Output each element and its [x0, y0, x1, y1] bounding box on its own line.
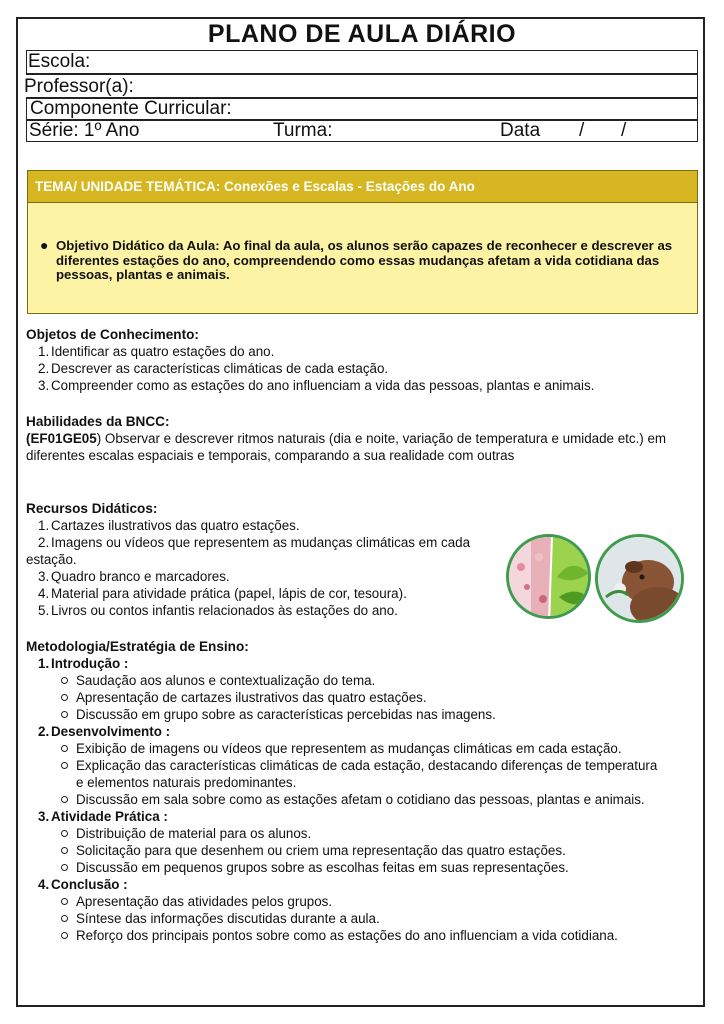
tema-banner: TEMA/ UNIDADE TEMÁTICA: Conexões e Escalas - Estações do Ano	[27, 170, 698, 203]
escola-label: Escola:	[28, 51, 91, 72]
seasons-collage-image	[506, 534, 591, 619]
list-item: 2. Descrever as características climáticas de cada estação.	[38, 361, 389, 376]
metodologia-steps	[26, 655, 686, 944]
list-item: Apresentação das atividades pelos grupos.	[26, 893, 656, 910]
introducao-list	[26, 672, 686, 723]
objetivo-box	[27, 203, 698, 314]
list-item: 3. Compreender como as estações do ano influenciam a vida das pessoas, plantas e animais.	[38, 378, 595, 393]
list-item: Reforço dos principais pontos sobre como as estações do ano influenciam a vida cotidiana.	[26, 927, 656, 944]
objetivo-text: Objetivo Didático da Aula: Ao final da aula, os alunos serão capazes de reconhecer e descrever as diferentes estações do ano, compreendendo como essas mudanças afetam a vida cotidiana das pessoas, plantas e animais.	[56, 238, 673, 282]
dog-with-flower-image	[595, 534, 684, 623]
bncc-description: ) Observar e descrever ritmos naturais (dia e noite, variação de temperatura e umidade etc.) em diferentes escalas espaciais e temporais, comparando a sua realidade com outras	[26, 431, 667, 463]
bullet-dot: ●	[40, 237, 49, 253]
objetos-heading: Objetos de Conhecimento:	[26, 327, 199, 342]
objetos-list	[26, 343, 686, 394]
conclusao-list	[26, 893, 656, 944]
list-item: 1. Cartazes ilustrativos das quatro estações.	[38, 518, 300, 533]
componente-label: Componente Curricular:	[30, 98, 232, 119]
professor-label: Professor(a):	[24, 76, 134, 97]
list-item: Saudação aos alunos e contextualização do tema.	[26, 672, 686, 689]
list-item: Apresentação de cartazes ilustrativos das quatro estações.	[26, 689, 686, 706]
bncc-code: (EF01GE05	[26, 431, 97, 446]
habilidades-section	[26, 413, 686, 464]
list-item: 2. Imagens ou vídeos que representem as mudanças climáticas em cada estação.	[26, 535, 471, 567]
date-slash-2: /	[621, 120, 627, 141]
data-label: Data	[500, 120, 541, 141]
list-item: Exibição de imagens ou vídeos que representem as mudanças climáticas em cada estação.	[26, 740, 666, 757]
step-atividade-pratica: 3. Atividade Prática :	[38, 809, 168, 824]
step-conclusao: 4. Conclusão :	[38, 877, 128, 892]
metodologia-section	[26, 638, 686, 944]
componente-row	[26, 98, 698, 120]
escola-row	[26, 50, 698, 74]
date-slash-1: /	[579, 120, 585, 141]
list-item: Explicação das características climáticas de cada estação, destacando diferenças de temperatura e elementos naturais predominantes.	[26, 757, 666, 791]
habilidades-text	[26, 430, 686, 464]
list-item: Discussão em sala sobre como as estações afetam o cotidiano das pessoas, plantas e animais.	[26, 791, 666, 808]
professor-row	[26, 74, 698, 98]
habilidades-heading: Habilidades da BNCC:	[26, 414, 170, 429]
list-item: Solicitação para que desenhem ou criem uma representação das quatro estações.	[26, 842, 686, 859]
recursos-list	[26, 517, 481, 619]
list-item: 5. Livros ou contos infantis relacionados às estações do ano.	[38, 603, 398, 618]
list-item: Síntese das informações discutidas durante a aula.	[26, 910, 656, 927]
objetos-section	[26, 326, 686, 394]
list-item: Discussão em pequenos grupos sobre as escolhas feitas em suas representações.	[26, 859, 686, 876]
list-item: 4. Material para atividade prática (papel, lápis de cor, tesoura).	[38, 586, 407, 601]
list-item: 3. Quadro branco e marcadores.	[38, 569, 230, 584]
metodologia-heading: Metodologia/Estratégia de Ensino:	[26, 639, 249, 654]
list-item: 1. Identificar as quatro estações do ano.	[38, 344, 275, 359]
list-item: Distribuição de material para os alunos.	[26, 825, 686, 842]
serie-row	[26, 120, 698, 142]
step-introducao: 1. Introdução :	[38, 656, 129, 671]
serie-label: Série: 1º Ano	[29, 120, 140, 141]
desenvolvimento-list	[26, 740, 666, 808]
atividade-list	[26, 825, 686, 876]
recursos-heading: Recursos Didáticos:	[26, 501, 158, 516]
page-title: PLANO DE AULA DIÁRIO	[207, 20, 517, 48]
turma-label: Turma:	[273, 120, 333, 141]
step-desenvolvimento: 2. Desenvolvimento :	[38, 724, 171, 739]
list-item: Discussão em grupo sobre as características percebidas nas imagens.	[26, 706, 686, 723]
